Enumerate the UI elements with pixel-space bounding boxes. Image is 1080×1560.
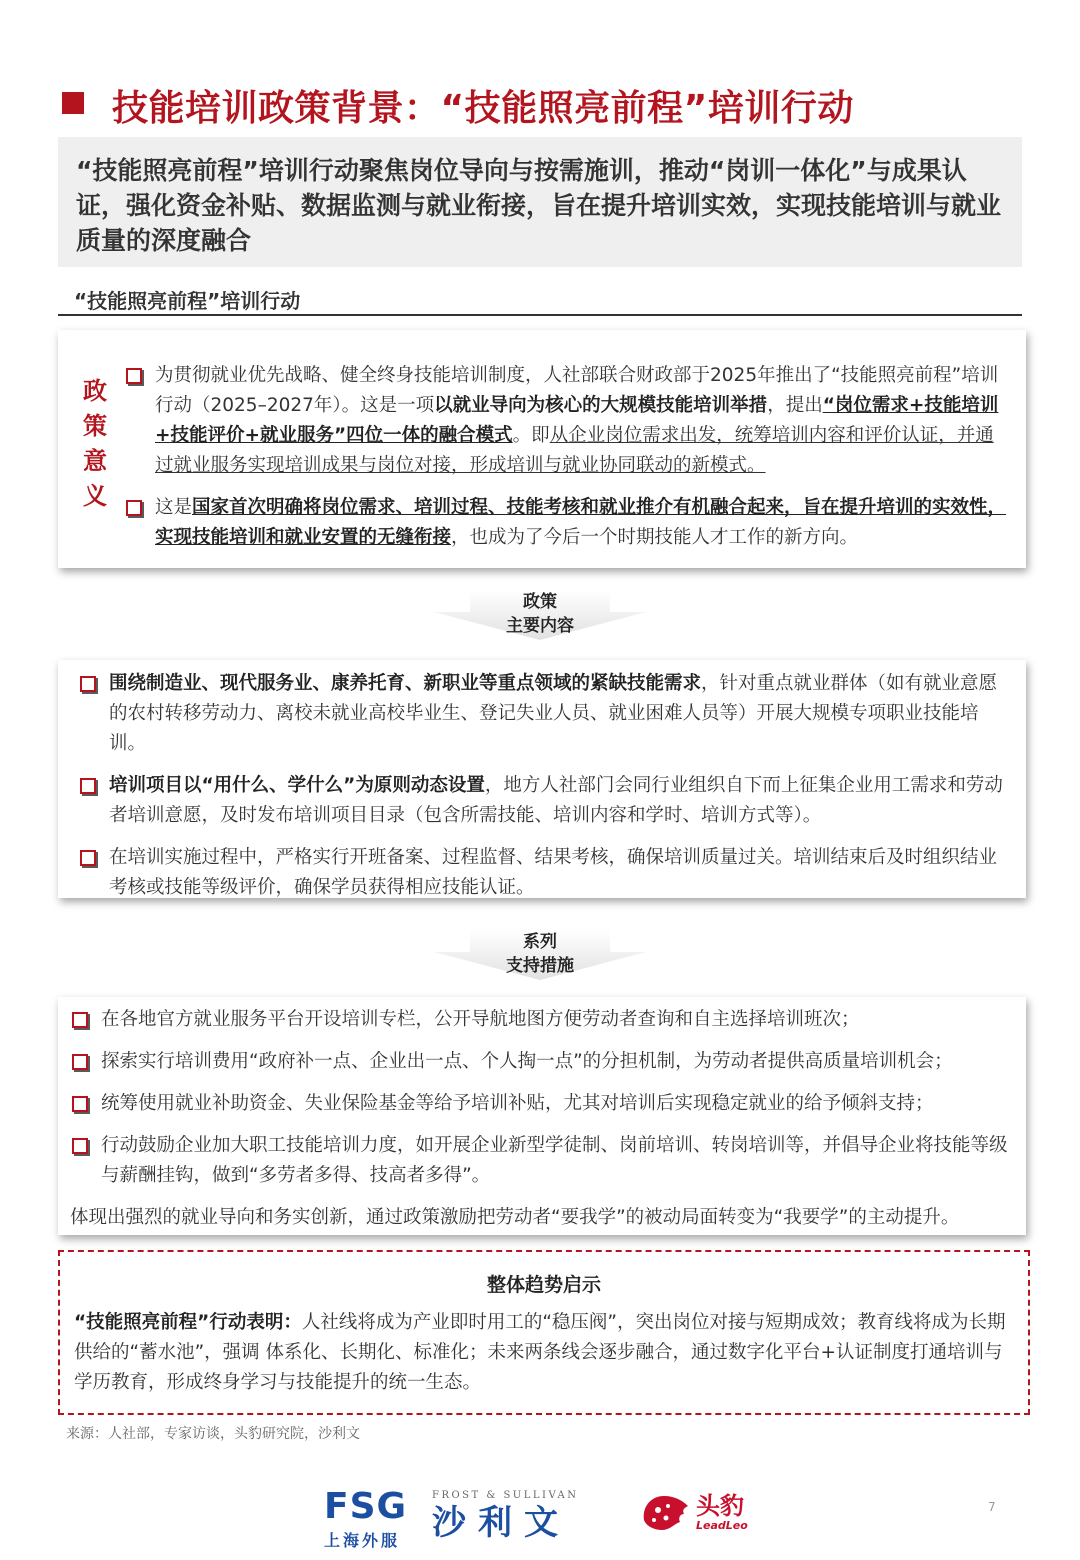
chevron-line-2: 主要内容 [506, 616, 574, 636]
leadleo-logo [640, 1490, 748, 1534]
summary-text: “技能照亮前程”培训行动聚焦岗位导向与按需施训，推动“岗训一体化”与成果认证，强化资金补贴、数据监测与就业衔接，旨在提升培训实效，实现技能培训与就业质量的深度融合 [76, 156, 1002, 255]
bullet-text: 在各地官方就业服务平台开设培训专栏，公开导航地图方便劳动者查询和自主选择培训班次； [101, 1009, 860, 1030]
checkbox-bullet-icon [72, 1054, 88, 1070]
chevron-line-1: 系列 [523, 932, 557, 952]
bullet-text: 统筹使用就业补助资金、失业保险基金等给予培训补贴，尤其对培训后实现稳定就业的给予倾斜支持； [101, 1093, 934, 1114]
checkbox-bullet-icon [126, 500, 142, 516]
section-divider [58, 314, 1022, 316]
frost-logo-english: FROST & SULLIVAN [432, 1490, 579, 1501]
insight-text: “技能照亮前程”行动表明：人社线将成为产业即时用工的“稳压阀”，突出岗位对接与短期成效；教育线将成为长期供给的“蓄水池”，强调 体系化、长期化、标准化；未来两条线会逐步融合，通过数字化平台+认证制度打通培训与学历教育，形成终身学习与技能提升的统一生态。 [74, 1312, 1006, 1393]
policy-bullet-2 [126, 493, 1012, 553]
bullet-text: 在培训实施过程中，严格实行开班备案、过程监督、结果考核，确保培训质量过关。培训结束后及时组织结业考核或技能等级评价，确保学员获得相应技能认证。 [109, 847, 998, 898]
leopard-head-icon [640, 1490, 692, 1534]
page-title: 技能培训政策背景：“技能照亮前程”培训行动 [112, 88, 854, 129]
support-bullet-4 [72, 1131, 1018, 1191]
chevron-line-1: 政策 [523, 592, 557, 612]
source-note: 来源：人社部，专家访谈，头豹研究院，沙利文 [66, 1426, 360, 1442]
checkbox-bullet-icon [72, 1096, 88, 1112]
checkbox-bullet-icon [80, 850, 96, 866]
content-bullet-2 [80, 771, 1012, 831]
content-bullet-3 [80, 843, 1012, 903]
checkbox-bullet-icon [72, 1012, 88, 1028]
page-number: 7 [988, 1500, 996, 1514]
policy-bullet-1 [126, 361, 1012, 481]
bullet-text: 行动鼓励企业加大职工技能培训力度，如开展企业新型学徒制、岗前培训、转岗培训等，并倡导企业将技能等级与薪酬挂钩，做到“多劳者多得、技高者多得”。 [101, 1135, 1008, 1186]
summary-box [58, 137, 1022, 267]
chevron-main-content [434, 590, 646, 644]
leadleo-logo-english: LeadLeo [696, 1518, 748, 1532]
support-bullet-2 [72, 1047, 1018, 1077]
fsg-logo [324, 1486, 408, 1551]
checkbox-bullet-icon [126, 368, 142, 384]
chevron-support-measures [434, 930, 646, 984]
frost-sullivan-logo [432, 1490, 622, 1543]
section-label: “技能照亮前程”培训行动 [74, 289, 301, 313]
bullet-text: 围绕制造业、现代服务业、康养托育、新职业等重点领域的紧缺技能需求，针对重点就业群体（如有就业意愿的农村转移劳动力、离校未就业高校毕业生、登记失业人员、就业困难人员等）开展大规模专项职业技能培训。 [109, 673, 998, 754]
fsg-logo-mark: FSG [324, 1486, 408, 1527]
checkbox-bullet-icon [80, 778, 96, 794]
policy-side-label: 政策意义 [83, 377, 107, 510]
chevron-line-2: 支持措施 [506, 956, 574, 976]
leadleo-logo-chinese: 头豹 [696, 1491, 744, 1520]
checkbox-bullet-icon [72, 1138, 88, 1154]
title-square-marker [62, 92, 84, 114]
bullet-text: 这是国家首次明确将岗位需求、培训过程、技能考核和就业推介有机融合起来，旨在提升培训的实效性，实现技能培训和就业安置的无缝衔接，也成为了今后一个时期技能人才工作的新方向。 [155, 497, 1007, 548]
checkbox-bullet-icon [80, 676, 96, 692]
fsg-logo-subtitle: 上海外服 [324, 1531, 401, 1550]
frost-logo-chinese: 沙利文 [432, 1503, 570, 1543]
bullet-text: 为贯彻就业优先战略、健全终身技能培训制度，人社部联合财政部于2025年推出了“技能照亮前程”培训行动（2025–2027年）。这是一项以就业导向为核心的大规模技能培训举措，提出“岗位需求+技能培训+技能评价+就业服务”四位一体的融合模式。即从企业岗位需求出发，统筹培训内容和评价认证，并通过就业服务实现培训成果与岗位对接，形成培训与就业协同联动的新模式。 [155, 365, 999, 476]
insight-title: 整体趋势启示 [486, 1274, 601, 1296]
content-bullet-1 [80, 669, 1012, 759]
support-bullet-3 [72, 1089, 1018, 1119]
bullet-text: 探索实行培训费用“政府补一点、企业出一点、个人掏一点”的分担机制，为劳动者提供高质量培训机会； [101, 1051, 953, 1072]
bullet-text: 培训项目以“用什么、学什么”为原则动态设置，地方人社部门会同行业组织自下而上征集企业用工需求和劳动者培训意愿，及时发布培训项目目录（包含所需技能、培训内容和学时、培训方式等）。 [109, 775, 1003, 826]
support-bullet-1 [72, 1005, 1018, 1035]
support-conclusion: 体现出强烈的就业导向和务实创新，通过政策激励把劳动者“要我学”的被动局面转变为“我要学”的主动提升。 [70, 1207, 960, 1228]
